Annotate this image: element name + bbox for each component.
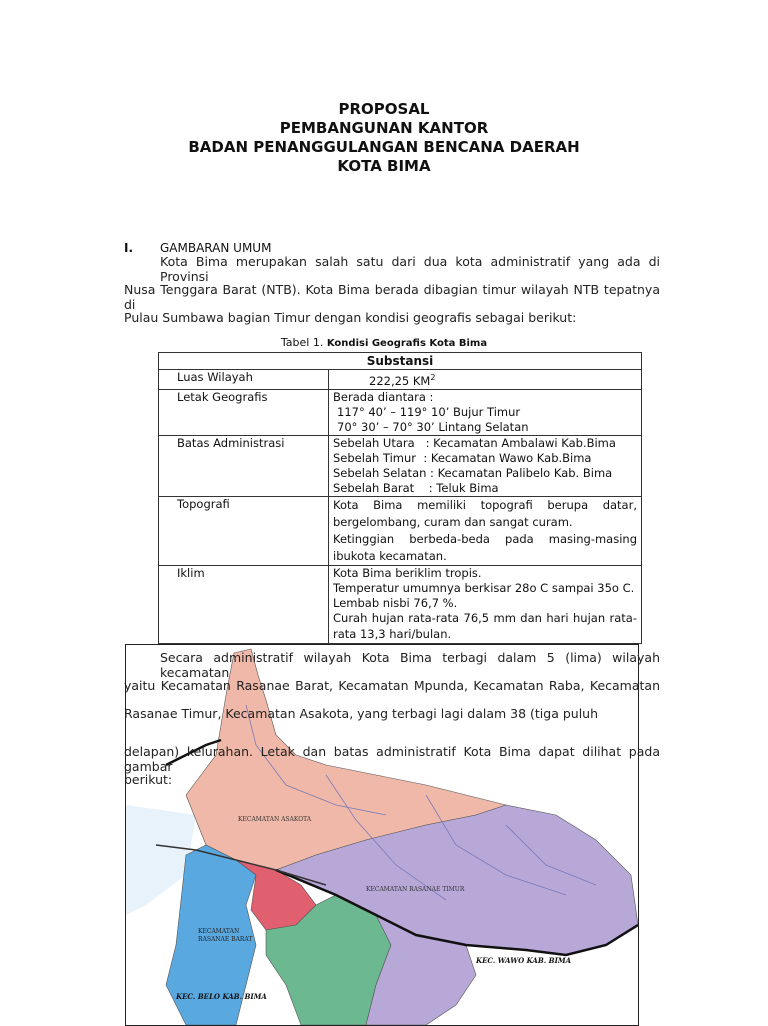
paragraph-line: Kota Bima merupakan salah satu dari dua kota administratif yang ada di Provinsi	[160, 254, 660, 284]
paragraph-line: Nusa Tenggara Barat (NTB). Kota Bima berada dibagian timur wilayah NTB tepatnya di	[124, 282, 660, 312]
row-label: Letak Geografis	[159, 389, 329, 435]
value-line: ibukota kecamatan.	[333, 548, 447, 563]
value-line: Kota Bima memiliki topografi berupa datar,	[333, 497, 637, 512]
title-line-2: PEMBANGUNAN KANTOR	[279, 119, 489, 137]
kota-bima-map	[125, 644, 639, 1026]
value-line: 70° 30’ – 70° 30’ Lintang Selatan	[337, 419, 529, 434]
paragraph-line: Secara administratif wilayah Kota Bima terbagi dalam 5 (lima) wilayah kecamatan	[160, 650, 660, 680]
value-line: Sebelah Utara : Kecamatan Ambalawi Kab.Bima	[333, 435, 616, 450]
row-label: Iklim	[159, 565, 329, 643]
area-sup: 2	[430, 373, 436, 382]
paragraph-line: delapan) kelurahan. Letak dan batas administratif Kota Bima dapat dilihat pada gambar	[124, 744, 660, 774]
title-line-1: PROPOSAL	[338, 100, 430, 118]
row-value	[329, 565, 642, 643]
table-row	[159, 565, 642, 643]
row-label: Luas Wilayah	[159, 370, 329, 390]
value-line: Berada diantara :	[333, 389, 434, 404]
value-line: Curah hujan rata-rata 76,5 mm dan hari hujan rata-	[333, 610, 637, 625]
map-label-rasanae-barat-1: KECAMATAN	[198, 928, 240, 935]
area-value: 222,25 KM	[369, 373, 431, 388]
value-line: Sebelah Timur : Kecamatan Wawo Kab.Bima	[333, 450, 592, 465]
table-header: Substansi	[159, 353, 642, 370]
table-row	[159, 496, 642, 565]
section-heading: GAMBARAN UMUM	[160, 241, 272, 255]
paragraph-line: berikut:	[124, 772, 173, 787]
map-label-asakota: KECAMATAN ASAKOTA	[238, 816, 312, 823]
row-label: Topografi	[159, 496, 329, 565]
value-line: Sebelah Selatan : Kecamatan Palibelo Kab. Bima	[333, 465, 613, 480]
value-line: Lembab nisbi 76,7 %.	[333, 595, 458, 610]
table-row	[159, 435, 642, 496]
value-line: rata 13,3 hari/bulan.	[333, 626, 452, 641]
map-label-belo: KEC. BELO KAB. BIMA	[176, 992, 267, 1001]
paragraph-line: Pulau Sumbawa bagian Timur dengan kondisi geografis sebagai berikut:	[124, 310, 577, 325]
title-line-3: BADAN PENANGGULANGAN BENCANA DAERAH	[188, 138, 580, 156]
map-label-rasanae-timur: KECAMATAN RASANAE TIMUR	[366, 886, 465, 893]
row-value	[329, 370, 642, 390]
paragraph-line: yaitu Kecamatan Rasanae Barat, Kecamatan Mpunda, Kecamatan Raba, Kecamatan	[124, 678, 660, 693]
row-value	[329, 435, 642, 496]
table-row	[159, 389, 642, 435]
caption-prefix: Tabel 1.	[280, 336, 324, 349]
map-label-wawo: KEC. WAWO KAB. BIMA	[476, 956, 572, 965]
row-label: Batas Administrasi	[159, 435, 329, 496]
table-caption	[0, 336, 768, 349]
paragraph-line: Rasanae Timur, Kecamatan Asakota, yang terbagi lagi dalam 38 (tiga puluh	[124, 706, 599, 721]
geography-table	[158, 352, 642, 644]
value-line: Ketinggian berbeda-beda pada masing-masing	[333, 531, 637, 546]
value-line: Sebelah Barat : Teluk Bima	[333, 480, 499, 495]
table-row	[159, 370, 642, 390]
value-line: bergelombang, curam dan sangat curam.	[333, 514, 573, 529]
value-line: Temperatur umumnya berkisar 28o C sampai 35o C.	[333, 580, 635, 595]
row-value	[329, 496, 642, 565]
value-line: 117° 40’ – 119° 10’ Bujur Timur	[337, 404, 521, 419]
map-label-rasanae-barat-2: RASANAE BARAT	[198, 936, 253, 943]
map-svg	[126, 645, 638, 1025]
title-line-4: KOTA BIMA	[337, 157, 431, 175]
value-line: Kota Bima beriklim tropis.	[333, 565, 482, 580]
caption-title: Kondisi Geografis Kota Bima	[326, 338, 488, 349]
row-value	[329, 389, 642, 435]
section-number: I.	[124, 241, 134, 255]
